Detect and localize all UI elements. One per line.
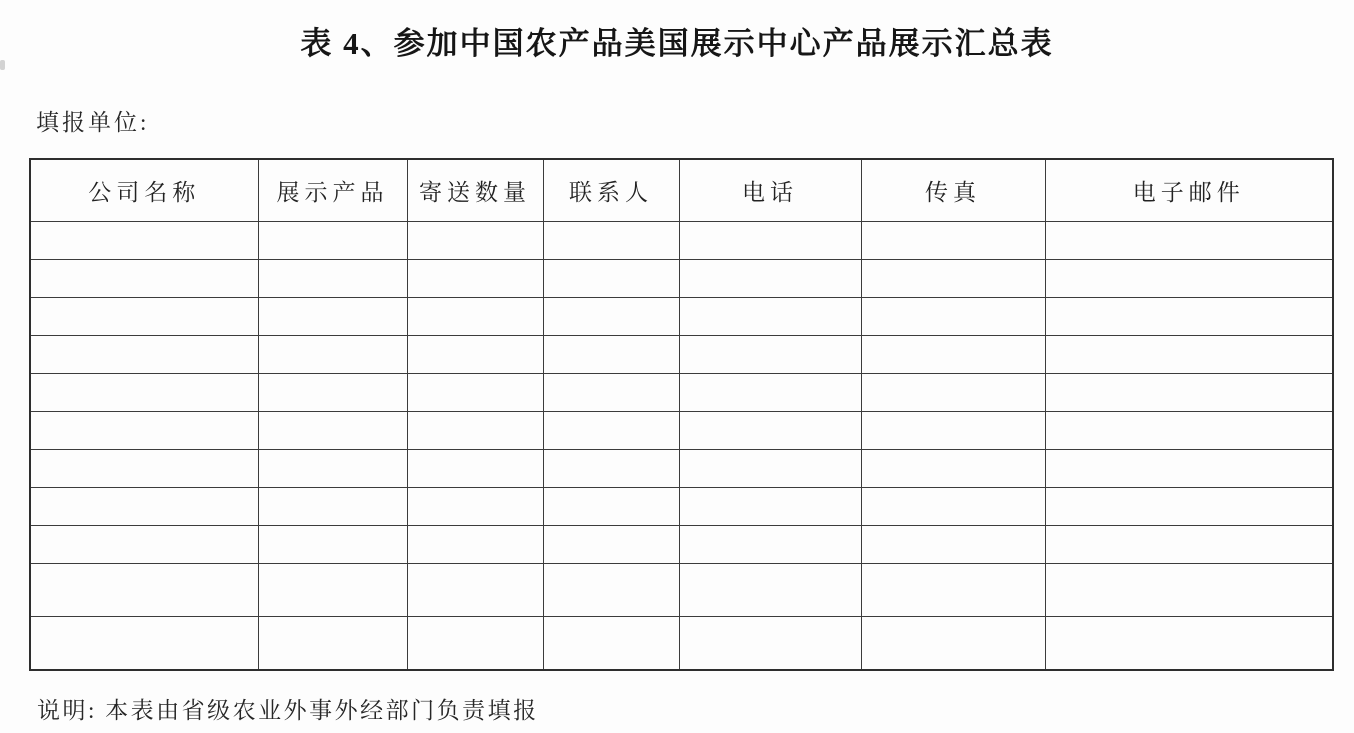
- table-row: [30, 564, 1333, 617]
- table-cell: [30, 488, 258, 526]
- table-cell: [679, 412, 861, 450]
- table-cell: [258, 336, 407, 374]
- table-cell: [543, 617, 679, 671]
- table-cell: [861, 450, 1045, 488]
- table-cell: [30, 526, 258, 564]
- table-cell: [407, 374, 543, 412]
- table-header: [30, 159, 1333, 222]
- table-cell: [679, 260, 861, 298]
- table-cell: [30, 412, 258, 450]
- table-cell: [543, 222, 679, 260]
- table-header-row: [30, 159, 1333, 222]
- table-cell: [679, 222, 861, 260]
- table-cell: [1045, 298, 1333, 336]
- table-cell: [407, 526, 543, 564]
- table-cell: [258, 374, 407, 412]
- table-cell: [407, 336, 543, 374]
- table-cell: [258, 298, 407, 336]
- reporting-unit-label: 填报单位:: [36, 110, 150, 135]
- table-cell: [30, 450, 258, 488]
- table-cell: [861, 412, 1045, 450]
- column-header-phone: 电话: [679, 159, 861, 222]
- table-cell: [543, 336, 679, 374]
- table-cell: [407, 222, 543, 260]
- table-cell: [679, 298, 861, 336]
- table-row: [30, 374, 1333, 412]
- table-cell: [679, 450, 861, 488]
- table-cell: [30, 260, 258, 298]
- table-cell: [1045, 488, 1333, 526]
- table-cell: [407, 564, 543, 617]
- table-cell: [861, 336, 1045, 374]
- product-display-summary-table: [29, 158, 1334, 671]
- column-header-fax: 传真: [861, 159, 1045, 222]
- table-cell: [30, 617, 258, 671]
- table-row: [30, 298, 1333, 336]
- table-cell: [861, 488, 1045, 526]
- table-cell: [258, 450, 407, 488]
- table-row: [30, 260, 1333, 298]
- table-cell: [30, 336, 258, 374]
- table-cell: [861, 617, 1045, 671]
- table-cell: [679, 564, 861, 617]
- table-cell: [543, 412, 679, 450]
- table-cell: [861, 564, 1045, 617]
- table-cell: [543, 298, 679, 336]
- table-cell: [407, 450, 543, 488]
- table-cell: [679, 336, 861, 374]
- table-cell: [258, 488, 407, 526]
- column-header-shipment-quantity: 寄送数量: [407, 159, 543, 222]
- note-text: 说明: 本表由省级农业外事外经部门负责填报: [37, 698, 539, 723]
- table-cell: [30, 374, 258, 412]
- table-cell: [258, 222, 407, 260]
- table-cell: [407, 488, 543, 526]
- table-cell: [30, 564, 258, 617]
- table-row: [30, 526, 1333, 564]
- table-body: [30, 222, 1333, 671]
- table-cell: [258, 412, 407, 450]
- table-cell: [1045, 450, 1333, 488]
- table-cell: [258, 617, 407, 671]
- table-cell: [30, 222, 258, 260]
- table-cell: [1045, 374, 1333, 412]
- table-cell: [1045, 564, 1333, 617]
- table-cell: [861, 298, 1045, 336]
- table-cell: [679, 526, 861, 564]
- table-cell: [861, 222, 1045, 260]
- table-row: [30, 450, 1333, 488]
- table-cell: [861, 260, 1045, 298]
- table-cell: [861, 526, 1045, 564]
- table-cell: [258, 526, 407, 564]
- page-title: 表 4、参加中国农产品美国展示中心产品展示汇总表: [300, 26, 1054, 61]
- table-row: [30, 412, 1333, 450]
- table-row: [30, 617, 1333, 671]
- table-cell: [543, 488, 679, 526]
- table-cell: [543, 564, 679, 617]
- table-cell: [407, 617, 543, 671]
- column-header-display-product: 展示产品: [258, 159, 407, 222]
- table-cell: [861, 374, 1045, 412]
- table-cell: [543, 374, 679, 412]
- table-cell: [1045, 526, 1333, 564]
- table-cell: [30, 298, 258, 336]
- table-row: [30, 336, 1333, 374]
- column-header-contact-person: 联系人: [543, 159, 679, 222]
- table-cell: [1045, 260, 1333, 298]
- table-cell: [258, 260, 407, 298]
- column-header-company-name: 公司名称: [30, 159, 258, 222]
- table-cell: [407, 298, 543, 336]
- table-cell: [1045, 617, 1333, 671]
- table-cell: [1045, 336, 1333, 374]
- table-cell: [407, 412, 543, 450]
- table-row: [30, 222, 1333, 260]
- table-cell: [679, 374, 861, 412]
- table-cell: [1045, 222, 1333, 260]
- table-cell: [679, 488, 861, 526]
- table-cell: [407, 260, 543, 298]
- table-cell: [543, 526, 679, 564]
- table-row: [30, 488, 1333, 526]
- column-header-email: 电子邮件: [1045, 159, 1333, 222]
- table-cell: [258, 564, 407, 617]
- table-cell: [543, 450, 679, 488]
- table-cell: [679, 617, 861, 671]
- table-cell: [543, 260, 679, 298]
- table-cell: [1045, 412, 1333, 450]
